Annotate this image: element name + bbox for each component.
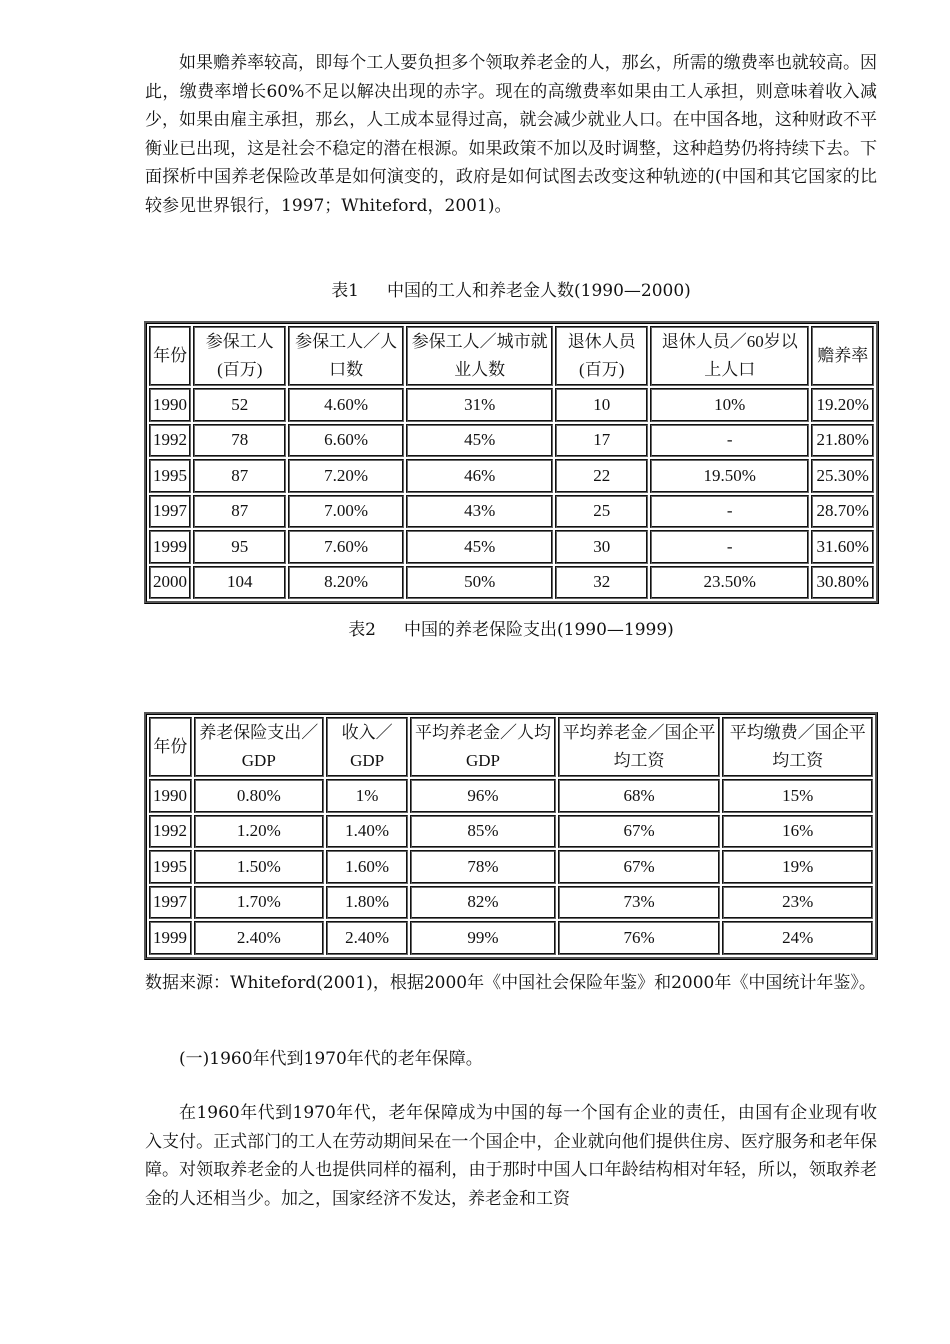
table1-value-cell: 45% xyxy=(406,530,553,564)
section-heading: (一)1960年代到1970年代的老年保障。 xyxy=(179,1049,483,1069)
table1-value-cell: 10 xyxy=(555,388,648,422)
table1-header-cell: 年份 xyxy=(149,326,191,386)
table2-value-cell: 1.80% xyxy=(326,886,408,920)
table1-value-cell: 87 xyxy=(193,495,286,529)
table2-value-cell: 0.80% xyxy=(194,779,324,813)
table2-value-cell: 67% xyxy=(558,815,721,849)
table1-value-cell: 45% xyxy=(406,424,553,458)
table1-row xyxy=(149,566,874,600)
table2-value-cell: 2.40% xyxy=(194,921,324,955)
table1-year-cell: 1990 xyxy=(149,388,191,422)
table2-header-cell: 平均缴费／国企平均工资 xyxy=(722,717,873,777)
table1-value-cell: 25.30% xyxy=(811,459,874,493)
table2-value-cell: 15% xyxy=(722,779,873,813)
table1-header-cell: 参保工人／人口数 xyxy=(288,326,404,386)
table1-header-cell: 退休人员／60岁以上人口 xyxy=(650,326,809,386)
table2-value-cell: 76% xyxy=(558,921,721,955)
table1-header-cell: 退休人员(百万) xyxy=(555,326,648,386)
table2-value-cell: 1.40% xyxy=(326,815,408,849)
table1-value-cell: - xyxy=(650,495,809,529)
table1-year-cell: 1997 xyxy=(149,495,191,529)
table1-value-cell: 104 xyxy=(193,566,286,600)
table2-header-cell: 收入／GDP xyxy=(326,717,408,777)
table1-value-cell: 31.60% xyxy=(811,530,874,564)
table2-value-cell: 1.20% xyxy=(194,815,324,849)
table1-value-cell: 87 xyxy=(193,459,286,493)
table2-header-cell: 年份 xyxy=(149,717,192,777)
table1-value-cell: 30 xyxy=(555,530,648,564)
table2-value-cell: 82% xyxy=(410,886,555,920)
table1-year-cell: 2000 xyxy=(149,566,191,600)
table1-value-cell: 78 xyxy=(193,424,286,458)
table2-row xyxy=(149,921,873,955)
table1-caption-label: 表1 xyxy=(331,281,360,301)
table1-row xyxy=(149,495,874,529)
table1-header-cell: 赡养率 xyxy=(811,326,874,386)
table1-value-cell: 30.80% xyxy=(811,566,874,600)
table1-row xyxy=(149,530,874,564)
table1-header-cell: 参保工人／城市就业人数 xyxy=(406,326,553,386)
table1-value-cell: 19.20% xyxy=(811,388,874,422)
table1-value-cell: 22 xyxy=(555,459,648,493)
table1-value-cell: 28.70% xyxy=(811,495,874,529)
table1-year-cell: 1992 xyxy=(149,424,191,458)
table1-caption-title: 中国的工人和养老金人数(1990—2000) xyxy=(387,281,691,301)
table1-year-cell: 1999 xyxy=(149,530,191,564)
body-paragraph: 在1960年代到1970年代，老年保障成为中国的每一个国有企业的责任，由国有企业现有收入支付。正式部门的工人在劳动期间呆在一个国企中，企业就向他们提供住房、医疗服务和老年保障。对领取养老金的人也提供同样的福利，由于那时中国人口年龄结构相对年轻，所以，领取养老金的人还相当少。加之，国家经济不发达，养老金和工资 xyxy=(145,1103,877,1209)
table1-value-cell: 19.50% xyxy=(650,459,809,493)
table1-value-cell: 50% xyxy=(406,566,553,600)
table2-caption-title: 中国的养老保险支出(1990—1999) xyxy=(404,620,674,640)
table2-header-cell: 平均养老金／人均GDP xyxy=(410,717,555,777)
source-note: 数据来源：Whiteford(2001)，根据2000年《中国社会保险年鉴》和2000年《中国统计年鉴》。 xyxy=(145,973,876,993)
table2-year-cell: 1999 xyxy=(149,921,192,955)
table2-value-cell: 1.60% xyxy=(326,850,408,884)
table1-row xyxy=(149,388,874,422)
table2-value-cell: 23% xyxy=(722,886,873,920)
table1-value-cell: 8.20% xyxy=(288,566,404,600)
table2-year-cell: 1992 xyxy=(149,815,192,849)
table2-year-cell: 1995 xyxy=(149,850,192,884)
table2-year-cell: 1997 xyxy=(149,886,192,920)
table1-value-cell: 32 xyxy=(555,566,648,600)
intro-paragraph: 如果赡养率较高，即每个工人要负担多个领取养老金的人，那幺，所需的缴费率也就较高。因此，缴费率增长60%不足以解决出现的赤字。现在的高缴费率如果由工人承担，则意味着收入减少，如果由雇主承担，那幺，人工成本显得过高，就会减少就业人口。在中国各地，这种财政不平衡业已出现，这是社会不稳定的潜在根源。如果政策不加以及时调整，这种趋势仍将持续下去。下面探析中国养老保险改革是如何演变的，政府是如何试图去改变这种轨迹的(中国和其它国家的比较参见世界银行，1997；Whiteford，2001)。 xyxy=(145,53,877,216)
table1-row xyxy=(149,459,874,493)
table1-value-cell: 7.00% xyxy=(288,495,404,529)
table2-value-cell: 85% xyxy=(410,815,555,849)
table2-row xyxy=(149,886,873,920)
table1-value-cell: 6.60% xyxy=(288,424,404,458)
table1-value-cell: 21.80% xyxy=(811,424,874,458)
table1-header-row xyxy=(149,326,874,386)
table1-value-cell: 25 xyxy=(555,495,648,529)
table1-value-cell: 52 xyxy=(193,388,286,422)
table2-value-cell: 73% xyxy=(558,886,721,920)
table2-header-row xyxy=(149,717,873,777)
table2-value-cell: 1.50% xyxy=(194,850,324,884)
table2-row xyxy=(149,815,873,849)
table2-row xyxy=(149,779,873,813)
table1-value-cell: 43% xyxy=(406,495,553,529)
table1-value-cell: - xyxy=(650,530,809,564)
table1-value-cell: 17 xyxy=(555,424,648,458)
table2-caption xyxy=(145,615,877,640)
table2-value-cell: 67% xyxy=(558,850,721,884)
table2-row xyxy=(149,850,873,884)
table2-value-cell: 1.70% xyxy=(194,886,324,920)
table1-year-cell: 1995 xyxy=(149,459,191,493)
table2-year-cell: 1990 xyxy=(149,779,192,813)
table1-caption xyxy=(145,276,877,301)
table1-row xyxy=(149,424,874,458)
table1-value-cell: 10% xyxy=(650,388,809,422)
table1 xyxy=(144,321,879,604)
table2-value-cell: 96% xyxy=(410,779,555,813)
table2-value-cell: 78% xyxy=(410,850,555,884)
table1-value-cell: 23.50% xyxy=(650,566,809,600)
table2-value-cell: 16% xyxy=(722,815,873,849)
table2-caption-label: 表2 xyxy=(348,620,377,640)
table2 xyxy=(144,712,878,960)
table1-value-cell: - xyxy=(650,424,809,458)
table2-value-cell: 2.40% xyxy=(326,921,408,955)
table1-value-cell: 4.60% xyxy=(288,388,404,422)
table1-value-cell: 31% xyxy=(406,388,553,422)
table1-value-cell: 46% xyxy=(406,459,553,493)
table2-value-cell: 68% xyxy=(558,779,721,813)
table1-header-cell: 参保工人(百万) xyxy=(193,326,286,386)
table2-value-cell: 24% xyxy=(722,921,873,955)
table1-value-cell: 7.60% xyxy=(288,530,404,564)
table1-value-cell: 95 xyxy=(193,530,286,564)
table1-value-cell: 7.20% xyxy=(288,459,404,493)
table2-value-cell: 99% xyxy=(410,921,555,955)
table2-header-cell: 养老保险支出／GDP xyxy=(194,717,324,777)
table2-value-cell: 1% xyxy=(326,779,408,813)
table2-value-cell: 19% xyxy=(722,850,873,884)
table2-header-cell: 平均养老金／国企平均工资 xyxy=(558,717,721,777)
